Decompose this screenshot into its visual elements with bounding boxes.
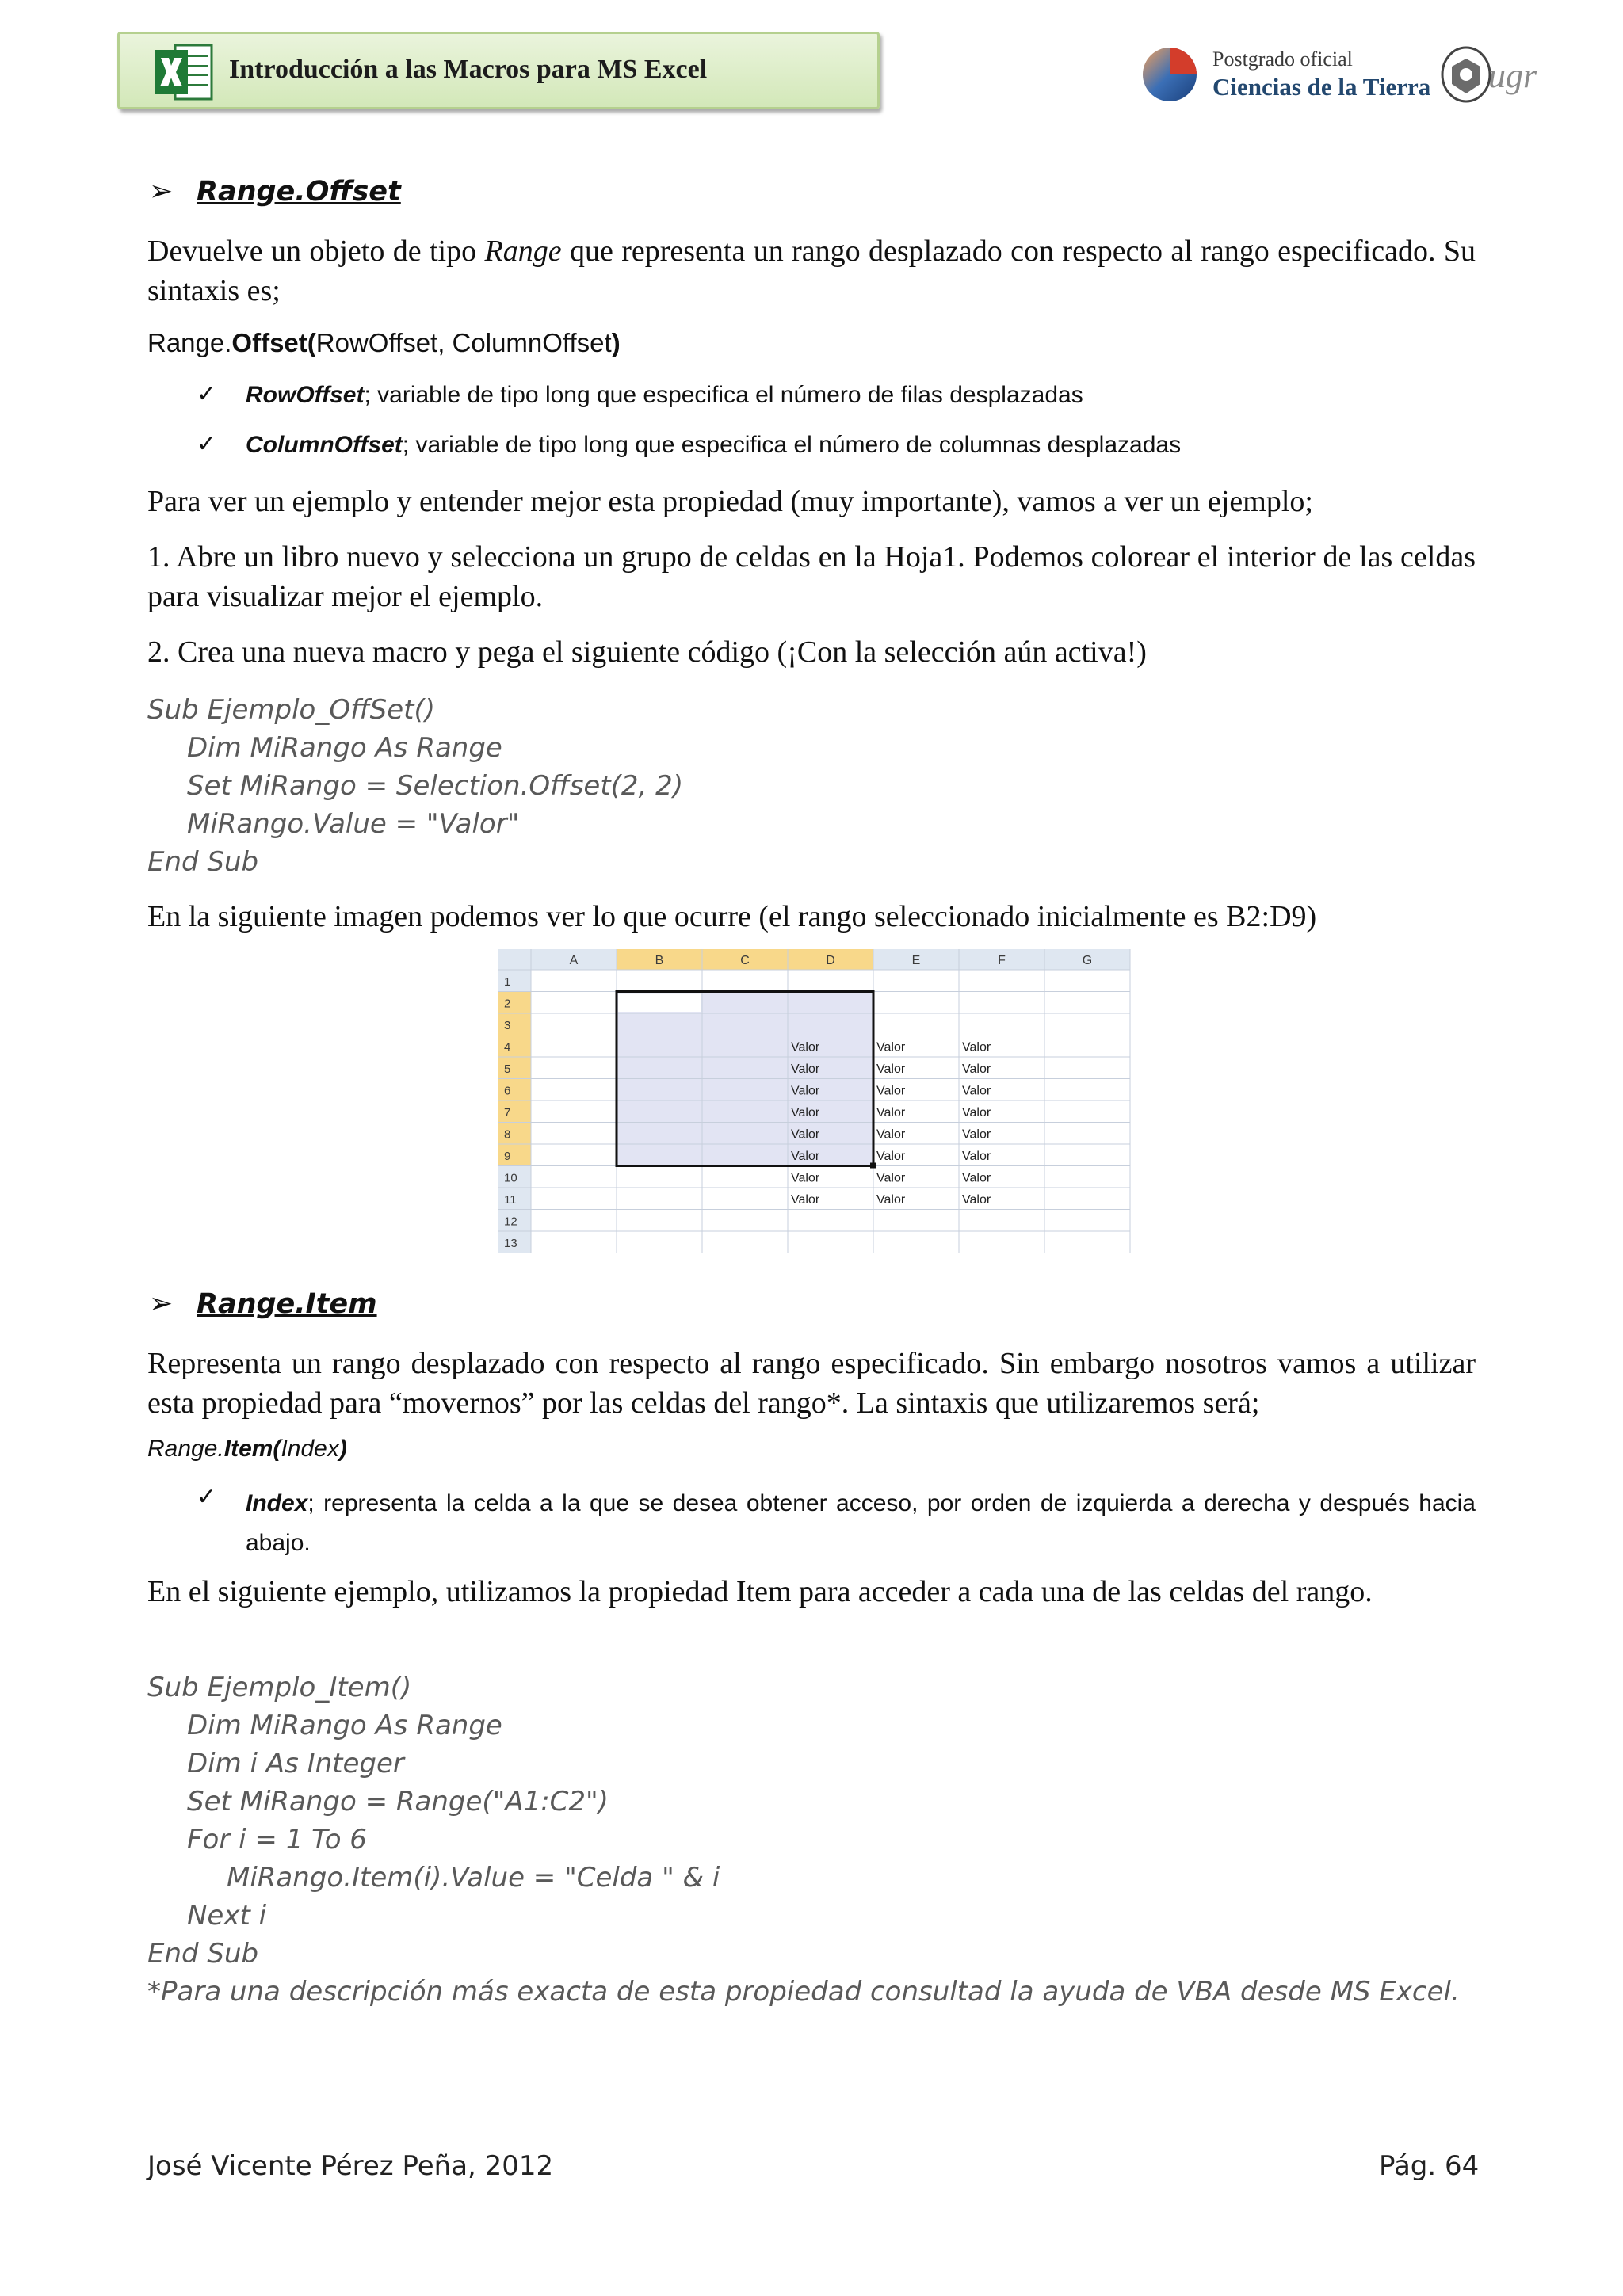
cell-value: Valor	[876, 1040, 906, 1055]
row-header-10: 10	[504, 1171, 517, 1185]
code-line: Dim MiRango As Range	[187, 1710, 502, 1741]
row-header-selected	[498, 1100, 531, 1123]
cell-value: Valor	[876, 1127, 906, 1142]
row-header-selected	[498, 1057, 531, 1079]
postgrado-program: Ciencias de la Tierra	[1212, 73, 1431, 101]
cell-value: Valor	[962, 1062, 991, 1076]
code-line: Next i	[187, 1900, 267, 1932]
document-title: Introducción a las Macros para MS Excel	[229, 55, 708, 84]
code-line: Sub Ejemplo_Item()	[147, 1672, 412, 1703]
cell-value: Valor	[962, 1040, 991, 1055]
arrow-bullet-icon: ➢	[149, 175, 174, 207]
example-intro: Para ver un ejemplo y entender mejor esta propiedad (muy importante), vamos a ver un ejemplo;	[147, 485, 1313, 518]
excel-logo-icon	[151, 40, 215, 104]
cell-value: Valor	[791, 1062, 820, 1076]
param-desc: ; variable de tipo long que especifica el número de filas desplazadas	[364, 382, 1083, 408]
ugr-logo-text: ugr	[1488, 56, 1537, 95]
active-cell	[618, 994, 701, 1013]
code-line: MiRango.Item(i).Value = "Celda " & i	[227, 1862, 720, 1894]
desc-text-rest: que representa un rango desplazado con respecto al rango especificado. Su sintaxis es;	[147, 235, 1476, 307]
code-line: For i = 1 To 6	[187, 1824, 367, 1855]
check-icon: ✓	[197, 380, 217, 408]
image-caption: En la siguiente imagen podemos ver lo que ocurre (el rango seleccionado inicialmente es B2:D9)	[147, 900, 1317, 933]
cell-value: Valor	[791, 1040, 820, 1055]
footer-author: José Vicente Pérez Peña, 2012	[147, 2150, 554, 2182]
param-desc: ; variable de tipo long que especifica el número de columnas desplazadas	[402, 432, 1182, 458]
row-header-13: 13	[504, 1237, 517, 1250]
section-heading-offset: Range.Offset	[197, 176, 401, 208]
page-number: Pág. 64	[1379, 2150, 1480, 2182]
syntax-args: RowOffset, ColumnOffset	[315, 328, 612, 357]
code-line: End Sub	[147, 1938, 259, 1970]
section-heading-item: Range.Item	[197, 1288, 377, 1320]
row-header-selected	[498, 1013, 531, 1035]
column-header-f: F	[998, 954, 1006, 967]
cell-value: Valor	[876, 1084, 906, 1098]
row-header-selected	[498, 1079, 531, 1101]
header-banner	[117, 32, 880, 109]
row-header-selected	[498, 1144, 531, 1166]
row-header-1: 1	[504, 975, 511, 989]
row-header-12: 12	[504, 1215, 517, 1229]
code-line: Sub Ejemplo_OffSet()	[147, 694, 435, 726]
row-header-11: 11	[504, 1193, 517, 1207]
cell-value: Valor	[962, 1106, 991, 1119]
cell-value: Valor	[876, 1106, 906, 1119]
param-rowoffset	[246, 382, 1083, 409]
code-line: Set MiRango = Selection.Offset(2, 2)	[187, 770, 684, 802]
param-name: RowOffset	[246, 382, 365, 408]
offset-syntax	[147, 328, 621, 358]
cell-value: Valor	[962, 1084, 991, 1098]
row-header-5: 5	[504, 1062, 511, 1076]
postgrado-logo-icon	[1141, 46, 1198, 103]
row-header-2: 2	[504, 997, 511, 1011]
code-line: Dim i As Integer	[187, 1748, 404, 1779]
syntax-method: Item(	[223, 1436, 281, 1462]
row-header-6: 6	[504, 1084, 511, 1098]
column-header-b: B	[655, 954, 664, 967]
column-header-c: C	[740, 954, 750, 967]
code-line: MiRango.Value = "Valor"	[187, 808, 520, 840]
row-header-9: 9	[504, 1150, 511, 1163]
cell-value: Valor	[962, 1171, 991, 1185]
cell-value: Valor	[791, 1193, 820, 1207]
arrow-bullet-icon: ➢	[149, 1287, 174, 1319]
desc-emphasis: Range	[484, 235, 562, 268]
column-header-a: A	[569, 954, 579, 967]
code-line: Set MiRango = Range("A1:C2")	[187, 1786, 609, 1817]
row-header-3: 3	[504, 1019, 511, 1032]
cell-value: Valor	[791, 1084, 820, 1098]
cell-value: Valor	[876, 1150, 906, 1163]
cell-value: Valor	[962, 1193, 991, 1207]
cell-value: Valor	[791, 1106, 820, 1119]
column-header-e: E	[911, 954, 921, 967]
desc-text: Devuelve un objeto de tipo	[147, 235, 477, 268]
row-header-8: 8	[504, 1127, 511, 1142]
param-name: ColumnOffset	[246, 432, 403, 458]
syntax-object: Range.	[147, 328, 232, 357]
cell-value: Valor	[962, 1150, 991, 1163]
cell-value: Valor	[876, 1062, 906, 1076]
cell-value: Valor	[962, 1127, 991, 1142]
code-block-item	[147, 1669, 1460, 2011]
row-header-selected	[498, 1035, 531, 1058]
code-block-offset	[147, 691, 683, 881]
offset-description	[147, 231, 1476, 311]
row-header-7: 7	[504, 1106, 511, 1119]
cell-value: Valor	[791, 1127, 820, 1142]
code-line: Dim MiRango As Range	[187, 732, 502, 764]
syntax-method: Offset(	[231, 328, 316, 357]
param-index	[246, 1484, 1476, 1563]
row-header-4: 4	[504, 1040, 511, 1055]
cell-value: Valor	[876, 1171, 906, 1185]
syntax-object: Range.	[147, 1436, 224, 1462]
item-example-intro: En el siguiente ejemplo, utilizamos la propiedad Item para acceder a cada una de las celdas del rango.	[147, 1575, 1373, 1608]
item-description: Representa un rango desplazado con respecto al rango especificado. Sin embargo nosotros vamos a utilizar esta propiedad para “movernos” por las celdas del rango*. La sintaxis que utilizaremos será;	[147, 1347, 1476, 1420]
param-name: Index	[246, 1490, 308, 1516]
cell-value: Valor	[791, 1150, 820, 1163]
postgrado-label: Postgrado oficial	[1212, 48, 1353, 71]
param-columnoffset	[246, 432, 1181, 459]
check-icon: ✓	[197, 430, 217, 458]
check-icon: ✓	[197, 1483, 217, 1511]
footnote: *Para una descripción más exacta de esta propiedad consultad la ayuda de VBA desde MS Excel.	[147, 1976, 1460, 2008]
code-line: End Sub	[147, 846, 259, 878]
cell-value: Valor	[791, 1171, 820, 1185]
row-header-selected	[498, 992, 531, 1014]
syntax-args: Index	[281, 1436, 339, 1462]
syntax-close: )	[338, 1436, 347, 1462]
step-2: 2. Crea una nueva macro y pega el siguiente código (¡Con la selección aún activa!)	[147, 635, 1147, 669]
step-1: 1. Abre un libro nuevo y selecciona un grupo de celdas en la Hoja1. Podemos colorear el interior de las celdas para visualizar mejor el ejemplo.	[147, 540, 1476, 613]
column-header-g: G	[1082, 954, 1093, 967]
row-header-selected	[498, 1123, 531, 1145]
fill-handle	[870, 1163, 876, 1169]
university-crest-icon	[1441, 46, 1491, 103]
column-header-d: D	[826, 954, 835, 967]
item-syntax	[147, 1436, 347, 1463]
cell-value: Valor	[876, 1193, 906, 1207]
syntax-close: )	[611, 328, 621, 357]
param-desc: ; representa la celda a la que se desea obtener acceso, por orden de izquierda a derecha y después hacia abajo.	[246, 1490, 1476, 1556]
spreadsheet-screenshot	[498, 949, 1133, 1253]
